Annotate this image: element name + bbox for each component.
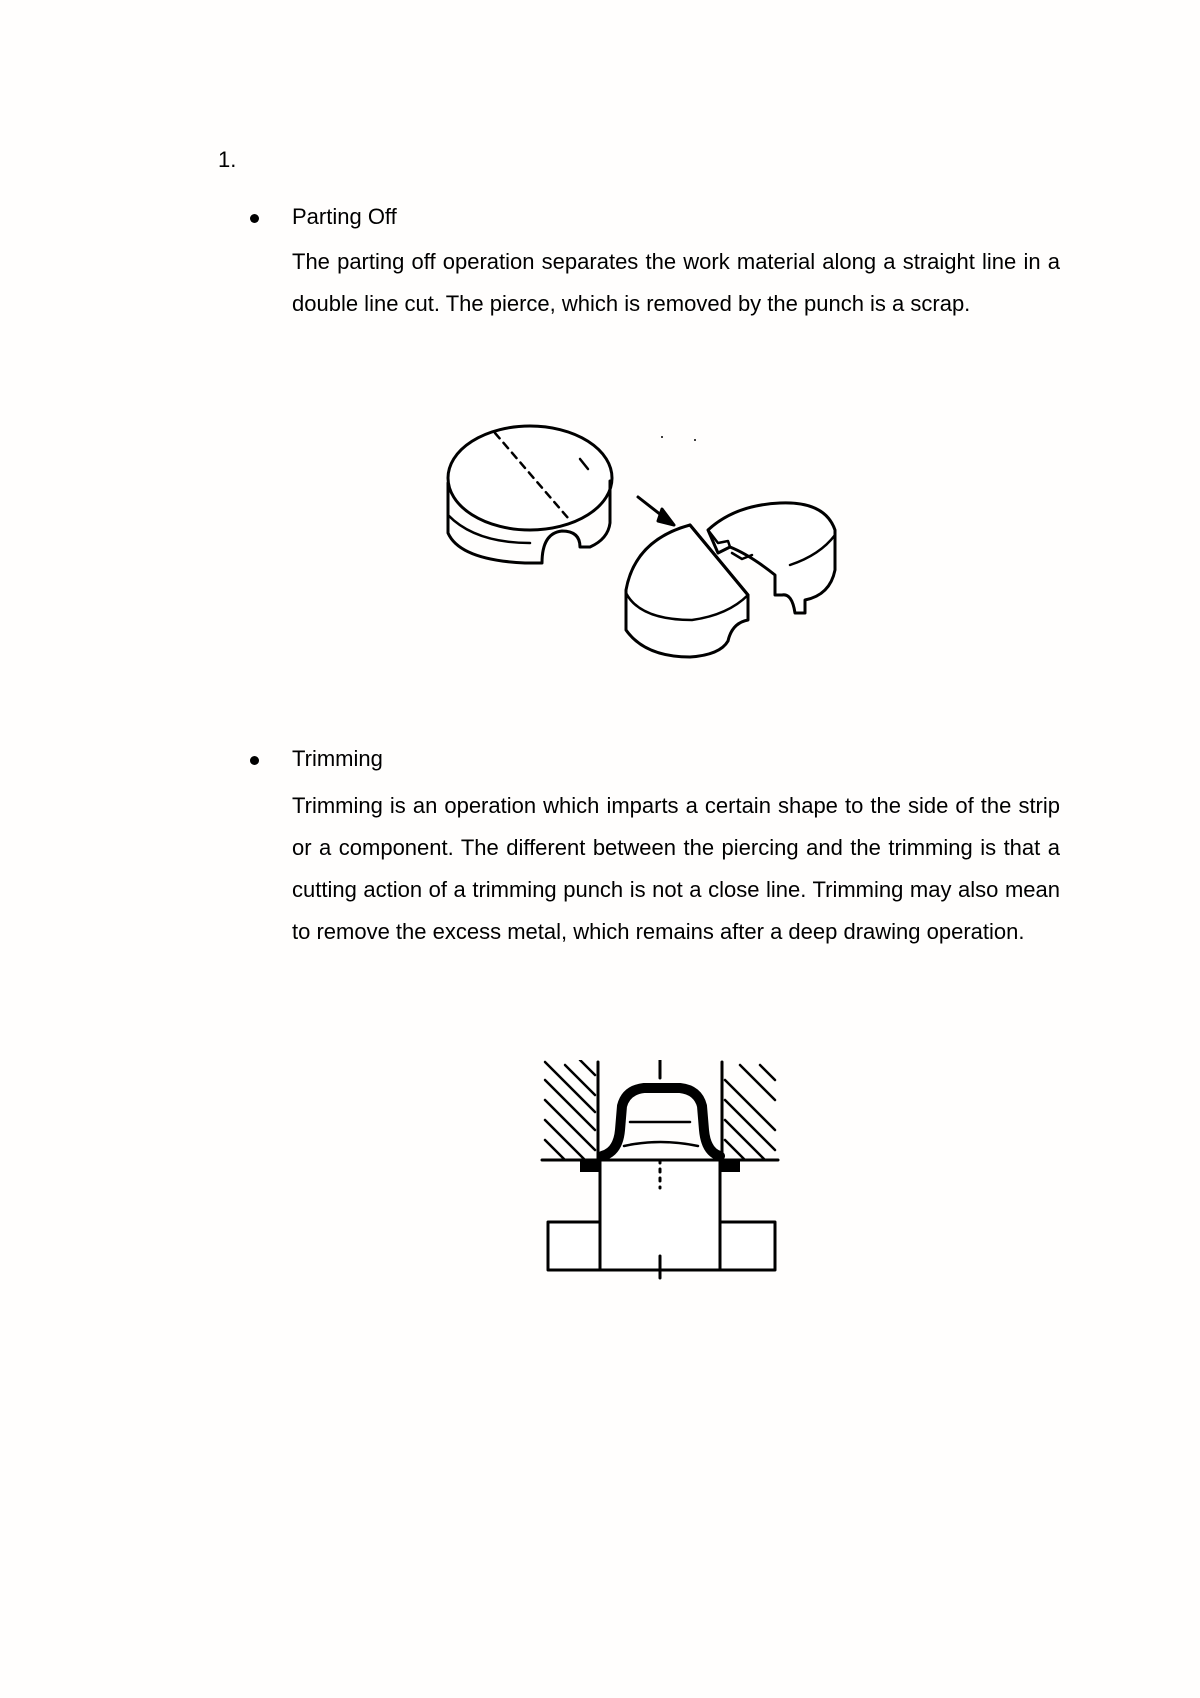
bullet-icon	[250, 214, 259, 223]
section-trimming	[250, 745, 1060, 953]
section-heading: Parting Off	[292, 204, 397, 229]
bullet-icon	[250, 756, 259, 765]
section-paragraph: Trimming is an operation which imparts a certain shape to the side of the strip or a component. The different between the piercing and the trimming is that a cutting action of a trimming punch is not a close line. Trimming may also mean to remove the excess metal, which remains after a deep drawing operation.	[292, 793, 1060, 944]
section-heading: Trimming	[292, 746, 383, 771]
trimming-die-diagram	[540, 1060, 840, 1330]
section-parting-off	[250, 203, 1060, 325]
parting-off-diagram	[430, 415, 910, 685]
section-paragraph: The parting off operation separates the work material along a straight line in a double line cut. The pierce, which is removed by the punch is a scrap.	[292, 249, 1060, 316]
list-number: 1.	[218, 147, 237, 172]
